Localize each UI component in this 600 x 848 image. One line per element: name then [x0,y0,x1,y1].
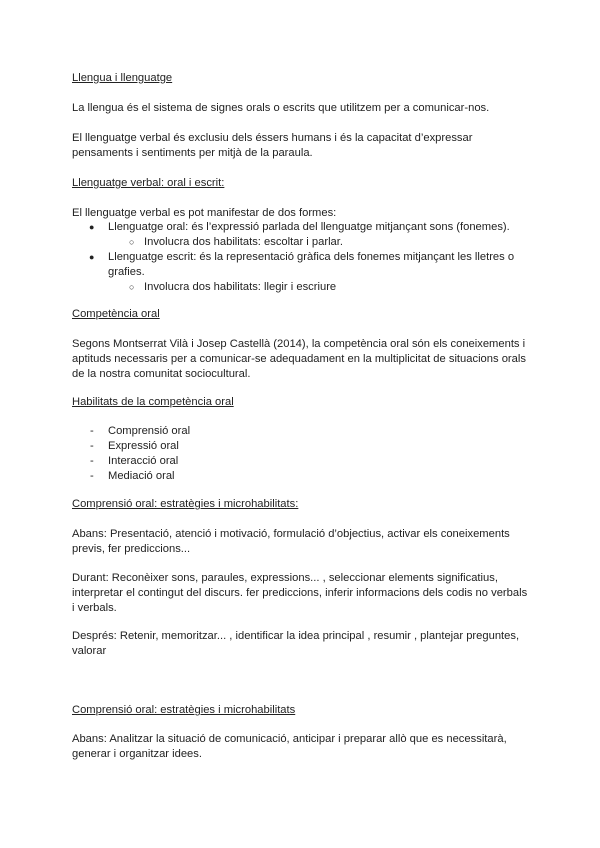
text-line: de la nostra comunitat sociocultural. [72,368,251,380]
heading-habilitats: Habilitats de la competència oral [72,396,234,408]
list-item-text: Expressió oral [108,440,179,452]
paragraph-competencia-oral [72,337,532,382]
paragraph-llengua-definition: La llengua és el sistema de signes orals o escrits que utilitzem per a comunicar-nos. [72,102,490,114]
heading-comprensio-oral-estrategies-2: Comprensió oral: estratègies i microhabilitats [72,704,296,716]
list-item-text: Llenguatge escrit: és la representació gràfica dels fonemes mitjançant les lletres o [108,251,515,263]
list-item [72,439,532,454]
bullet-list-formes [72,220,532,295]
text-line: pensaments i sentiments per mitjà de la paraula. [72,147,313,159]
paragraph-llenguatge-verbal [72,131,532,161]
text-line: i verbals. [72,602,117,614]
text-line: Després: Retenir, memoritzar... , identificar la idea principal , resumir , plantejar preguntes, [72,630,520,642]
heading-llenguatge-verbal: Llenguatge verbal: oral i escrit: [72,177,225,189]
list-item [72,454,532,469]
dash-bullet: - [90,440,94,452]
dash-bullet: - [90,425,94,437]
text-line: previs, fer prediccions... [72,543,191,555]
text-line: Abans: Presentació, atenció i motivació, formulació d’objectius, activar els coneixements [72,528,510,540]
bullet-icon: ● [89,222,95,232]
sub-list-item [72,235,532,250]
sub-list-item-text: Involucra dos habilitats: escoltar i parlar. [144,236,343,248]
list-item-text: Comprensió oral [108,425,191,437]
list-item [72,469,532,484]
text-line: aptituds necessaris per a comunicar-se adequadament en la multiplicitat de situacions orals [72,353,526,365]
circle-bullet-icon: ○ [129,282,135,292]
text-line: generar i organitzar idees. [72,748,202,760]
paragraph-intro-formes: El llenguatge verbal es pot manifestar de dos formes: [72,207,337,219]
paragraph-despres [72,629,532,659]
text-line: Abans: Analitzar la situació de comunicació, anticipar i preparar allò que es necessitarà, [72,733,507,745]
list-item-text: Interacció oral [108,455,179,467]
text-line: valorar [72,645,107,657]
heading-competencia-oral: Competència oral [72,308,160,320]
paragraph-abans [72,527,532,557]
dash-bullet: - [90,470,94,482]
paragraph-abans-2 [72,732,532,762]
paragraph-durant [72,571,532,616]
circle-bullet-icon: ○ [129,237,135,247]
list-item-text: Mediació oral [108,470,175,482]
bullet-icon: ● [89,252,95,262]
heading-comprensio-oral-estrategies: Comprensió oral: estratègies i microhabilitats: [72,498,299,510]
sub-list-item [72,280,532,295]
list-item [72,424,532,439]
sub-list-item-text: Involucra dos habilitats: llegir i escriure [144,281,337,293]
list-item-text-continued: grafies. [108,266,145,278]
dash-bullet: - [90,455,94,467]
text-line: El llenguatge verbal és exclusiu dels éssers humans i és la capacitat d’expressar [72,132,473,144]
dash-list-habilitats [72,424,532,484]
list-item [72,220,532,235]
text-line: Durant: Reconèixer sons, paraules, expressions... , seleccionar elements significatius, [72,572,498,584]
text-line: interpretar el contingut del discurs. fer prediccions, inferir informacions dels codis no verbals [72,587,528,599]
text-line: Segons Montserrat Vilà i Josep Castellà (2014), la competència oral són els coneixements i [72,338,526,350]
list-item-text: Llenguatge oral: és l’expressió parlada del llenguatge mitjançant sons (fonemes). [108,221,510,233]
list-item [72,250,532,280]
heading-llengua-i-llenguatge: Llengua i llenguatge [72,72,173,84]
